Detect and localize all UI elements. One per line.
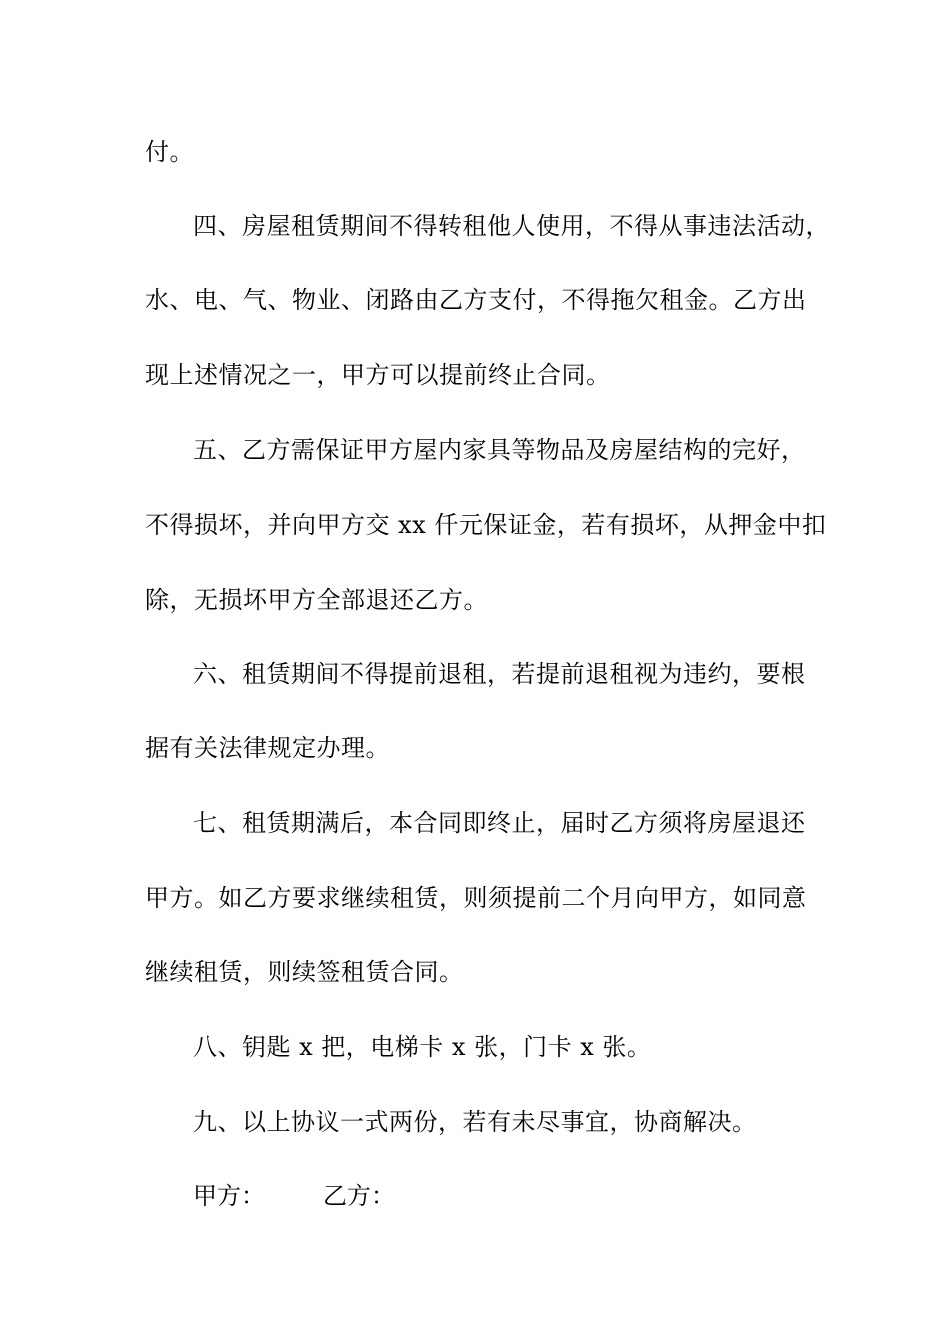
clause-7-line-1: 七、租赁期满后，本合同即终止，届时乙方须将房屋退还: [193, 809, 806, 837]
text-line-1: 付。: [145, 138, 194, 166]
party-b-label: 乙方：: [323, 1182, 395, 1210]
clause-6-line-1: 六、租赁期间不得提前退租，若提前退租视为违约，要根: [193, 660, 806, 688]
clause-9-line-1: 九、以上协议一式两份，若有未尽事宜，协商解决。: [193, 1108, 757, 1136]
clause-5-line-3: 除，无损坏甲方全部退还乙方。: [145, 586, 488, 614]
party-a-label: 甲方：: [193, 1182, 265, 1210]
clause-7-line-3: 继续租赁，则续签租赁合同。: [145, 958, 464, 986]
clause-7-line-2: 甲方。如乙方要求继续租赁，则须提前二个月向甲方，如同意: [145, 884, 807, 912]
clause-4-line-3: 现上述情况之一，甲方可以提前终止合同。: [145, 361, 611, 389]
clause-5-line-1: 五、乙方需保证甲方屋内家具等物品及房屋结构的完好，: [193, 436, 806, 464]
clause-4-line-1: 四、房屋租赁期间不得转租他人使用，不得从事违法活动，: [193, 212, 830, 240]
signature-row: [193, 1181, 395, 1211]
clause-6-line-2: 据有关法律规定办理。: [145, 734, 390, 762]
clause-4-line-2: 水、电、气、物业、闭路由乙方支付，不得拖欠租金。乙方出: [145, 286, 807, 314]
clause-8-line-1: 八、钥匙 x 把，电梯卡 x 张，门卡 x 张。: [193, 1033, 652, 1061]
clause-5-line-2: 不得损坏，并向甲方交 xx 仟元保证金，若有损坏，从押金中扣: [145, 511, 827, 539]
